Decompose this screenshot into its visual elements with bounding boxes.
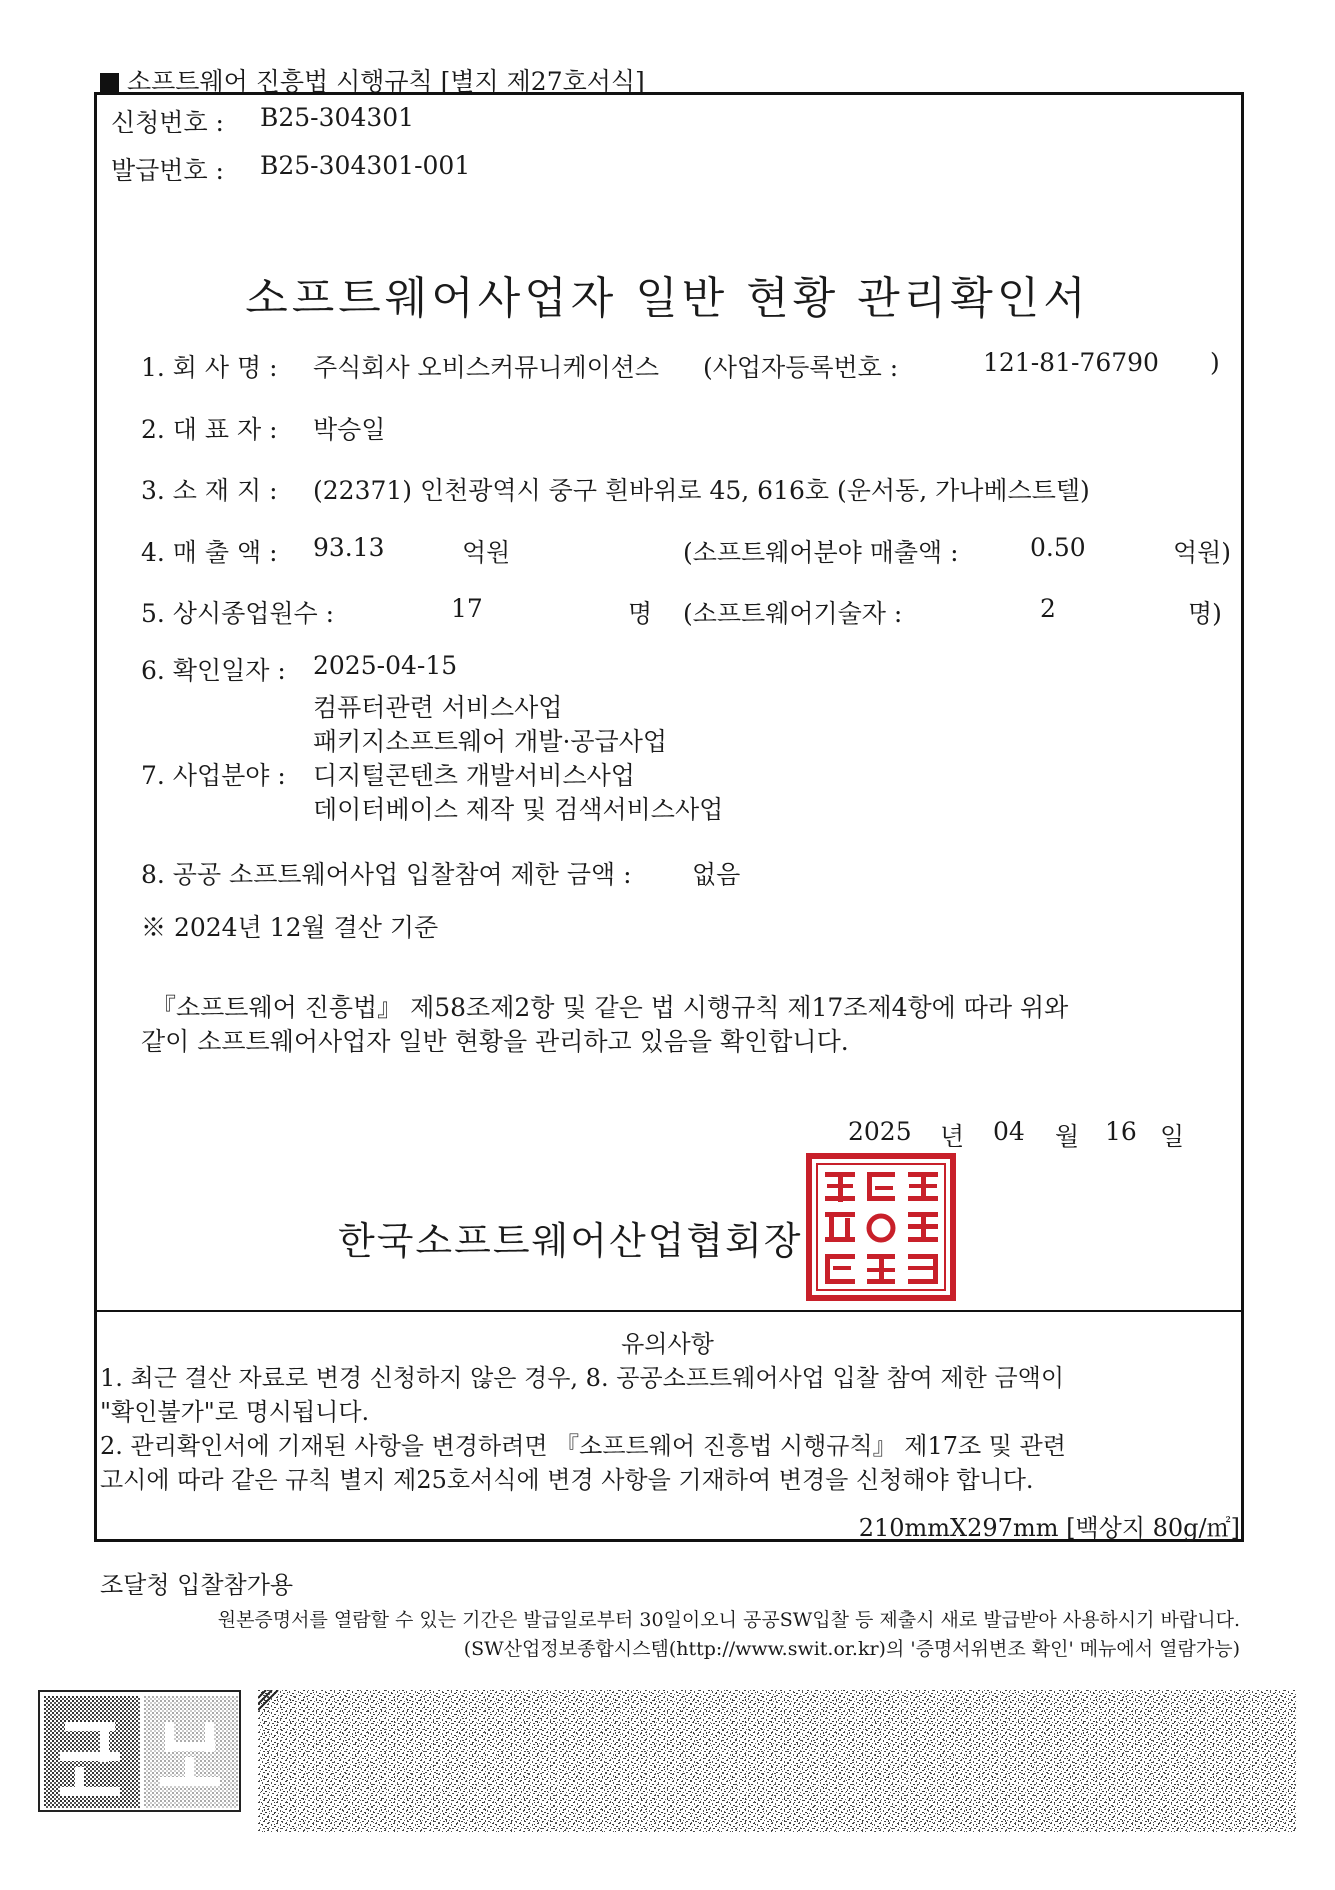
date-day-unit: 일: [1160, 1122, 1185, 1151]
reg-no-close: ): [1210, 348, 1220, 377]
notice-line-4: 고시에 따라 같은 규칙 별지 제25호서식에 변경 사항을 기재하여 변경을 신청해야 합니다.: [100, 1466, 1034, 1494]
notice-line-1: 1. 최근 결산 자료로 변경 신청하지 않은 경우, 8. 공공소프트웨어사업 입찰 참여 제한 금액이: [100, 1364, 1065, 1392]
issuer-name: 한국소프트웨어산업협회장: [338, 1219, 803, 1263]
confirm-date-label: 6. 확인일자 :: [141, 656, 286, 685]
verification-code-icon: [38, 1690, 241, 1812]
date-month: 04: [993, 1117, 1025, 1146]
ceo-value: 박승일: [313, 415, 386, 444]
ceo-label: 2. 대 표 자 :: [141, 415, 278, 444]
issue-no-label: 발급번호 :: [111, 156, 224, 185]
issue-no-value: B25-304301-001: [260, 151, 471, 180]
security-barcode-icon: [258, 1690, 1296, 1832]
date-year: 2025: [848, 1117, 912, 1146]
official-seal-icon: [805, 1152, 957, 1302]
sw-sales-unit: 억원): [1173, 538, 1232, 567]
business-label: 7. 사업분야 :: [141, 761, 286, 790]
bid-limit-value: 없음: [692, 860, 741, 889]
sw-sales-value: 0.50: [1030, 533, 1086, 562]
business-field-1: 컴퓨터관련 서비스사업: [313, 693, 563, 722]
purpose-label: 조달청 입찰참가용: [100, 1571, 294, 1599]
notice-line-3: 2. 관리확인서에 기재된 사항을 변경하려면 『소프트웨어 진흥법 시행규칙』 제17조 및 관련: [100, 1432, 1066, 1460]
certification-line-2: 같이 소프트웨어사업자 일반 현황을 관리하고 있음을 확인합니다.: [141, 1027, 849, 1056]
business-field-4: 데이터베이스 제작 및 검색서비스사업: [313, 795, 724, 824]
reg-no-value: 121-81-76790: [983, 348, 1159, 377]
bid-limit-label: 8. 공공 소프트웨어사업 입찰참여 제한 금액 :: [141, 860, 632, 889]
notice-title: 유의사항: [621, 1330, 714, 1358]
date-year-unit: 년: [940, 1122, 965, 1151]
verification-notice: (SW산업정보종합시스템(http://www.swit.or.kr)의 '증명서위변조 확인' 메뉴에서 열람가능): [463, 1638, 1240, 1660]
sales-unit: 억원: [462, 538, 511, 567]
engineers-unit: 명): [1188, 599, 1222, 628]
notice-divider: [94, 1310, 1244, 1312]
confirm-date-value: 2025-04-15: [313, 651, 458, 680]
sales-label: 4. 매 출 액 :: [141, 538, 278, 567]
date-day: 16: [1105, 1117, 1137, 1146]
notice-line-2: "확인불가"로 명시됩니다.: [100, 1398, 370, 1426]
address-label: 3. 소 재 지 :: [141, 476, 278, 505]
settlement-note: ※ 2024년 12월 결산 기준: [141, 913, 439, 942]
company-label: 1. 회 사 명 :: [141, 353, 278, 382]
form-label: 소프트웨어 진흥법 시행규칙 [별지 제27호서식]: [100, 62, 645, 98]
employees-label: 5. 상시종업원수 :: [141, 599, 335, 628]
reg-no-label: (사업자등록번호 :: [703, 353, 899, 382]
validity-notice: 원본증명서를 열람할 수 있는 기간은 발급일로부터 30일이오니 공공SW입찰 등 제출시 새로 발급받아 사용하시기 바랍니다.: [217, 1609, 1240, 1631]
address-value: (22371) 인천광역시 중구 흰바위로 45, 616호 (운서동, 가나베스트텔): [313, 476, 1090, 505]
business-field-3: 디지털콘텐츠 개발서비스사업: [313, 761, 635, 790]
engineers-label: (소프트웨어기술자 :: [683, 599, 903, 628]
application-no-label: 신청번호 :: [111, 108, 224, 137]
company-value: 주식회사 오비스커뮤니케이션스: [313, 353, 660, 382]
sales-value: 93.13: [313, 533, 385, 562]
employees-value: 17: [451, 594, 483, 623]
date-month-unit: 월: [1055, 1122, 1080, 1151]
sw-sales-label: (소프트웨어분야 매출액 :: [683, 538, 959, 567]
engineers-value: 2: [1040, 594, 1056, 623]
paper-spec: 210mmX297mm [백상지 80g/㎡]: [858, 1514, 1240, 1542]
business-field-2: 패키지소프트웨어 개발·공급사업: [313, 727, 667, 756]
employees-unit: 명: [628, 599, 653, 628]
certification-line-1: 『소프트웨어 진흥법』 제58조제2항 및 같은 법 시행규칙 제17조제4항에 따라 위와: [151, 993, 1069, 1022]
document-title: 소프트웨어사업자 일반 현황 관리확인서: [245, 273, 1090, 324]
application-no-value: B25-304301: [260, 103, 415, 132]
square-bullet-icon: [100, 73, 119, 92]
